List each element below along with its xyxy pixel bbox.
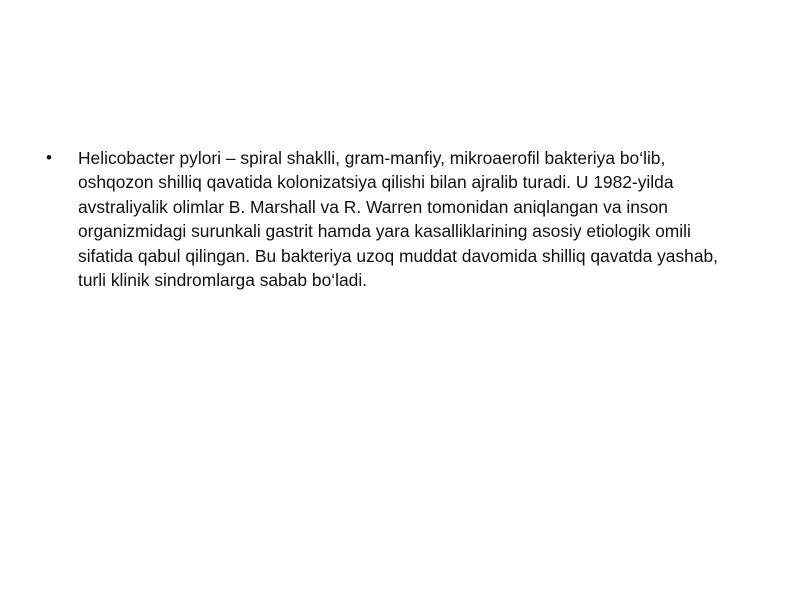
bullet-item: [46, 146, 756, 292]
bullet-list: [46, 146, 756, 292]
paragraph-line-1: Helicobacter pylori – spiral shaklli, gram-manfiy, mikroaerofil bakteriya bo‘lib,: [78, 148, 666, 168]
paragraph-line-4: organizmidagi surunkali gastrit hamda yara kasalliklarining asosiy etiologik omili: [78, 221, 691, 242]
paragraph-line-5: sifatida qabul qilingan. Bu bakteriya uzoq muddat davomida shilliq qavatda yashab,: [78, 245, 718, 266]
paragraph-line-2: oshqozon shilliq qavatida kolonizatsiya qilishi bilan ajralib turadi. U 1982-yilda: [78, 172, 674, 193]
paragraph-line-3: avstraliyalik olimlar B. Marshall va R. Warren tomonidan aniqlangan va inson: [78, 196, 668, 217]
bullet-dot-icon: •: [46, 148, 52, 167]
paragraph-line-6: turli klinik sindromlarga sabab bo‘ladi.: [78, 270, 368, 291]
